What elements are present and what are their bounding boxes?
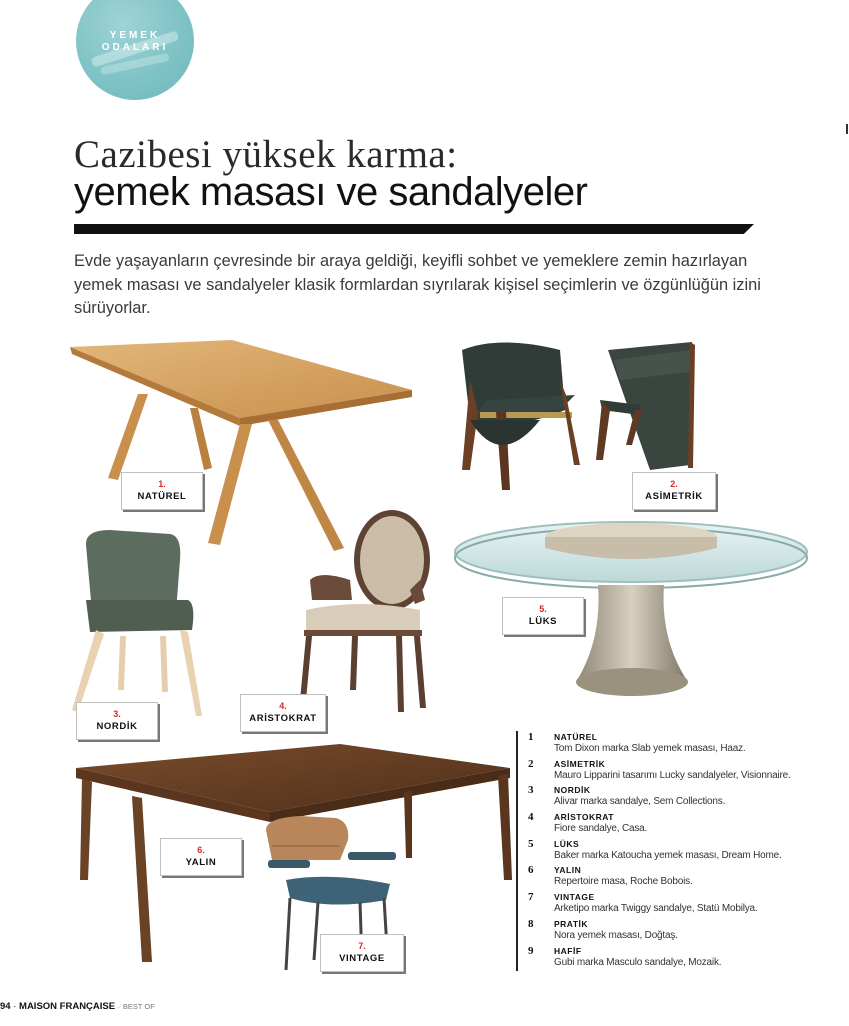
callout-name: YALIN (185, 857, 217, 868)
credit-name: VINTAGE (554, 892, 595, 903)
credit-name: PRATİK (554, 918, 589, 929)
callout-name: LÜKS (528, 616, 558, 627)
product-credits-list (516, 731, 816, 971)
list-item (528, 891, 816, 918)
page-footer (0, 1001, 155, 1012)
credit-number: 9 (528, 944, 534, 957)
credit-name: LÜKS (554, 838, 580, 849)
callout-label-luks (502, 597, 584, 635)
page-number: 94 (0, 1001, 11, 1012)
credit-number: 7 (528, 891, 534, 904)
credit-name: HAFİF (554, 945, 582, 956)
footer-separator: · (13, 1001, 17, 1012)
credit-number: 3 (528, 784, 534, 797)
credit-name: ARİSTOKRAT (554, 812, 614, 823)
list-item (528, 838, 816, 865)
callout-number: 3. (113, 709, 121, 719)
credit-number: 5 (528, 837, 534, 850)
nordik-chair-image (72, 530, 202, 716)
credit-description: Tom Dixon marka Slab yemek masası, Haaz. (554, 743, 746, 754)
credit-description: Arketipo marka Twiggy sandalye, Statü Mobilya. (554, 903, 758, 915)
list-item (528, 811, 816, 838)
callout-number: 6. (197, 845, 205, 855)
callout-name: NATÜREL (137, 491, 187, 502)
credit-description: Repertoire masa, Roche Bobois. (554, 876, 693, 888)
callout-label-asimetrik (632, 472, 716, 510)
credit-description: Baker marka Katoucha yemek masası, Dream Home. (554, 849, 782, 861)
callout-label-naturel (121, 472, 203, 510)
headline-line1: Cazibesi yüksek karma: (74, 133, 458, 176)
callout-name: NORDİK (96, 721, 138, 732)
credit-name: NORDİK (554, 785, 591, 796)
list-item (528, 731, 816, 758)
credit-name: ASİMETRİK (554, 758, 606, 769)
headline-line2: yemek masası ve sandalyeler (74, 170, 588, 214)
list-item (528, 945, 816, 972)
section-badge-line2: ODALARI (101, 42, 169, 53)
credit-description: Fiore sandalye, Casa. (554, 823, 648, 835)
callout-number: 7. (358, 941, 366, 951)
credit-number: 2 (528, 757, 534, 770)
callout-label-vintage (320, 934, 404, 972)
callout-number: 1. (158, 479, 166, 489)
callout-label-yalin (160, 838, 242, 876)
naturel-table-image (70, 340, 412, 551)
list-item (528, 784, 816, 811)
callout-number: 2. (670, 479, 678, 489)
intro-paragraph: Evde yaşayanların çevresinde bir araya geldiği, keyifli sohbet ve yemeklere zemin hazırlayan yemek masası ve sandalyeler klasik formlardan sıyrılarak kişisel seçimlerin ve özgünlüğün izini sürüyorlar. (74, 252, 761, 317)
section-badge-line1: YEMEK (109, 30, 161, 41)
callout-name: VINTAGE (339, 953, 385, 964)
callout-name: ARİSTOKRAT (249, 713, 317, 724)
callout-label-aristokrat (240, 694, 326, 732)
issue-name: BEST OF (122, 1002, 155, 1011)
footer-separator: · (117, 1002, 121, 1011)
credit-description: Alivar marka sandalye, Sem Collections. (554, 796, 726, 808)
aristokrat-chair-image (300, 510, 430, 712)
list-item (528, 864, 816, 891)
credit-name: YALIN (554, 865, 582, 876)
list-item (528, 758, 816, 785)
magazine-name: MAISON FRANÇAISE (19, 1001, 116, 1012)
callout-number: 4. (279, 701, 287, 711)
callout-label-nordik (76, 702, 158, 740)
credit-name: NATÜREL (554, 732, 598, 742)
credit-description: Gubi marka Masculo sandalye, Mozaik. (554, 956, 722, 968)
callout-number: 5. (539, 604, 547, 614)
credit-description: Mauro Lipparini tasarımı Lucky sandalyeler, Visionnaire. (554, 769, 791, 781)
credit-number: 8 (528, 917, 534, 930)
credit-number: 6 (528, 864, 534, 877)
credit-number: 4 (528, 811, 534, 824)
asimetrik-chairs-image (462, 342, 695, 490)
list-item (528, 918, 816, 945)
credit-number: 1 (528, 731, 534, 743)
credit-description: Nora yemek masası, Doğtaş. (554, 929, 678, 941)
callout-name: ASİMETRİK (645, 491, 703, 502)
